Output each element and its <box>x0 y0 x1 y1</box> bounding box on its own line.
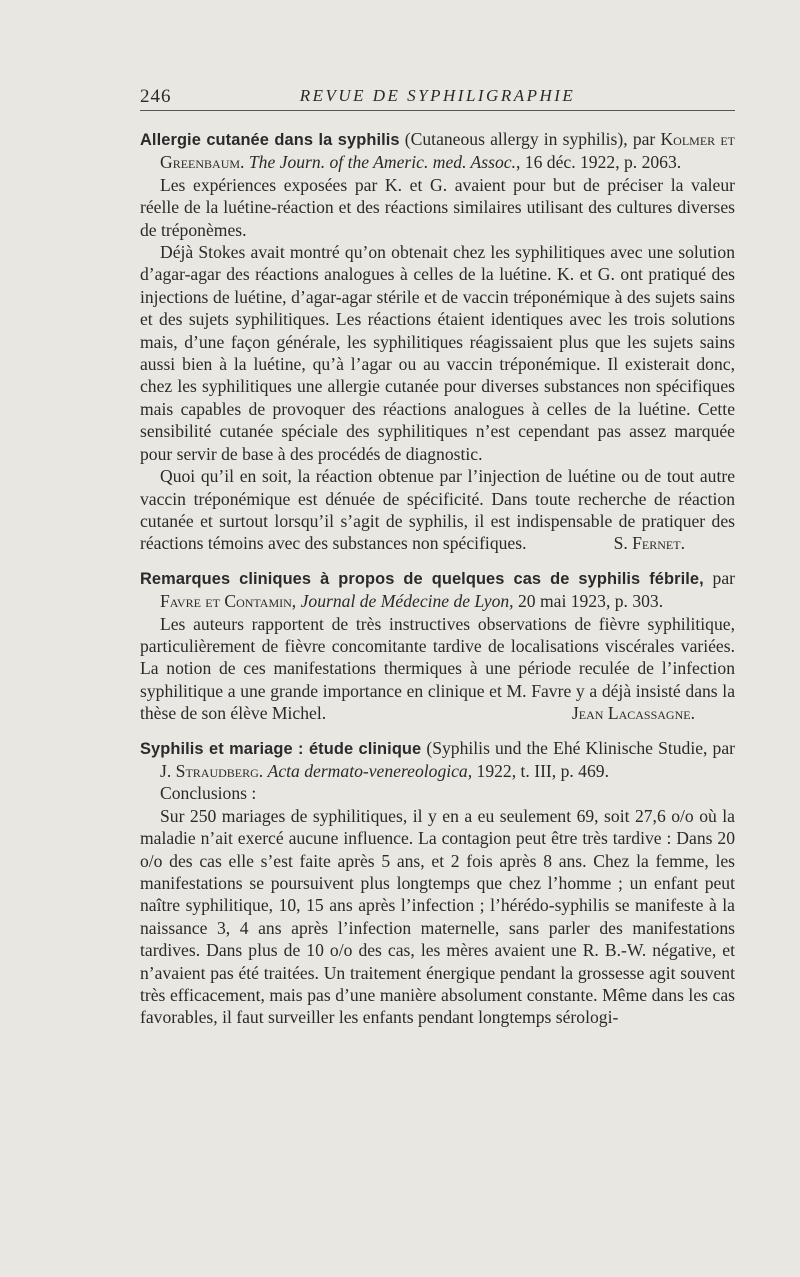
reference-text: (Syphilis und the Ehé Klinische Studie, par J. <box>160 737 735 781</box>
running-head <box>140 86 735 111</box>
article-authors: Straudberg. <box>175 760 264 781</box>
review-article <box>140 567 735 725</box>
article-column <box>140 128 735 1041</box>
article-authors: Kolmer et Greenbaum. <box>160 129 736 173</box>
journal-name: The Journ. of the Americ. med. Assoc. <box>248 152 516 173</box>
journal-title: REVUE DE SYPHILIGRAPHIE <box>299 86 576 105</box>
article-paragraph: Sur 250 mariages de syphilitiques, il y en a eu seulement 69, soit 27,6 o/o où la maladie n’ait exercé aucune influence. La contagion peut être très tardive : Dans 20 o/o des cas elle s’est faite après 5 ans, et 2 fois après 8 ans. Chez la femme, les manifestations se poursuivent plus longtemps que chez l’homme ; un enfant peut naître syphilitique, 10, 15 ans après l’infection ; l’hérédo-syphilis se manifeste à la naissance 3, 4 ans après l’infection maternelle, sans parler des manifestations tardives. Dans plus de 10 o/o des cas, les mères avaient une R. B.-W. négative, et n’avaient pas été traitées. Un traitement énergique pendant la grossesse agit souvent très efficacement, mais pas d’une manière absolument constante. Même dans les cas favorables, il faut surveiller les enfants pendant longtemps sérologi- <box>140 805 735 1028</box>
reference-details: 20 mai 1923, p. 303. <box>513 591 664 612</box>
article-reference <box>140 128 735 174</box>
article-title: Allergie cutanée dans la syphilis <box>140 131 400 149</box>
article-paragraph: Déjà Stokes avait montré qu’on obtenait chez les syphilitiques avec une solution d’agar-agar des réactions analogues à celles de la luétine. K. et G. ont pratiqué des injections de luétine, d’agar-agar stérile et de vaccin tréponémique à des sujets sains et des sujets syphilitiques. Les réactions étaient identiques avec les trois solutions mais, d’une façon générale, les syphilitiques réagissaient plus que les sujets sains aussi bien à la luétine, qu’à l’agar ou au vaccin tréponémique. Il existerait donc, chez les syphilitiques une allergie cutanée pour diverses substances non spécifiques mais capables de provoquer des réactions analogues à celles de la luétine. Cette sensibilité cutanée spéciale des syphilitiques n’est cependant pas assez marquée pour servir de base à des procédés de diagnostic. <box>140 242 735 464</box>
journal-name: Journal de Médecine de Lyon, <box>300 591 514 612</box>
article-title: Remarques cliniques à propos de quelques cas de syphilis fébrile, <box>140 569 704 588</box>
article-reference <box>140 737 735 783</box>
reference-text: (Cutaneous allergy in syphilis), par <box>399 129 661 149</box>
paragraph-text: Les auteurs rapportent de très instructives observations de fièvre syphilitique, particulièrement de fièvre concomitante tardive de localisations viscérales variées. La notion de ces manifestations thermiques à une période reculée de l’infection syphilitique a une grande importance en clinique et M. Favre y a déjà insisté dans la thèse de son élève Michel. <box>140 613 735 724</box>
article-paragraph: Les expériences exposées par K. et G. avaient pour but de préciser la valeur réelle de la luétine-réaction et des réactions similaires utilisant des cultures diverses de tréponèmes. <box>140 174 735 240</box>
reference-details: , 16 déc. 1922, p. 2063. <box>516 152 682 173</box>
reference-details: 1922, t. III, p. 469. <box>472 760 609 781</box>
reviewer-signature: S. Fernet. <box>613 533 685 554</box>
review-article <box>140 128 735 555</box>
journal-name: Acta dermato-venereologica, <box>267 760 473 781</box>
review-article <box>140 737 735 1029</box>
article-reference <box>140 567 735 613</box>
page-number: 246 <box>140 86 172 107</box>
article-title: Syphilis et mariage : étude clinique <box>140 739 422 758</box>
paragraph-text: Quoi qu’il en soit, la réaction obtenue par l’injection de luétine ou de tout autre vaccin tréponémique est dénuée de spécificité. Dans toute recherche de réaction cutanée et surtout lorsqu’il s’agit de syphilis, il est indispensable de pratiquer des réactions témoins avec des substances non spécifiques. <box>140 466 735 554</box>
article-paragraph-final <box>140 613 735 725</box>
reference-text: par <box>703 567 735 588</box>
article-paragraph: Conclusions : <box>160 783 257 804</box>
article-authors: Favre et Contamin, <box>160 591 297 612</box>
reviewer-signature: Jean Lacassagne. <box>571 703 695 724</box>
article-paragraph-final <box>140 465 735 555</box>
